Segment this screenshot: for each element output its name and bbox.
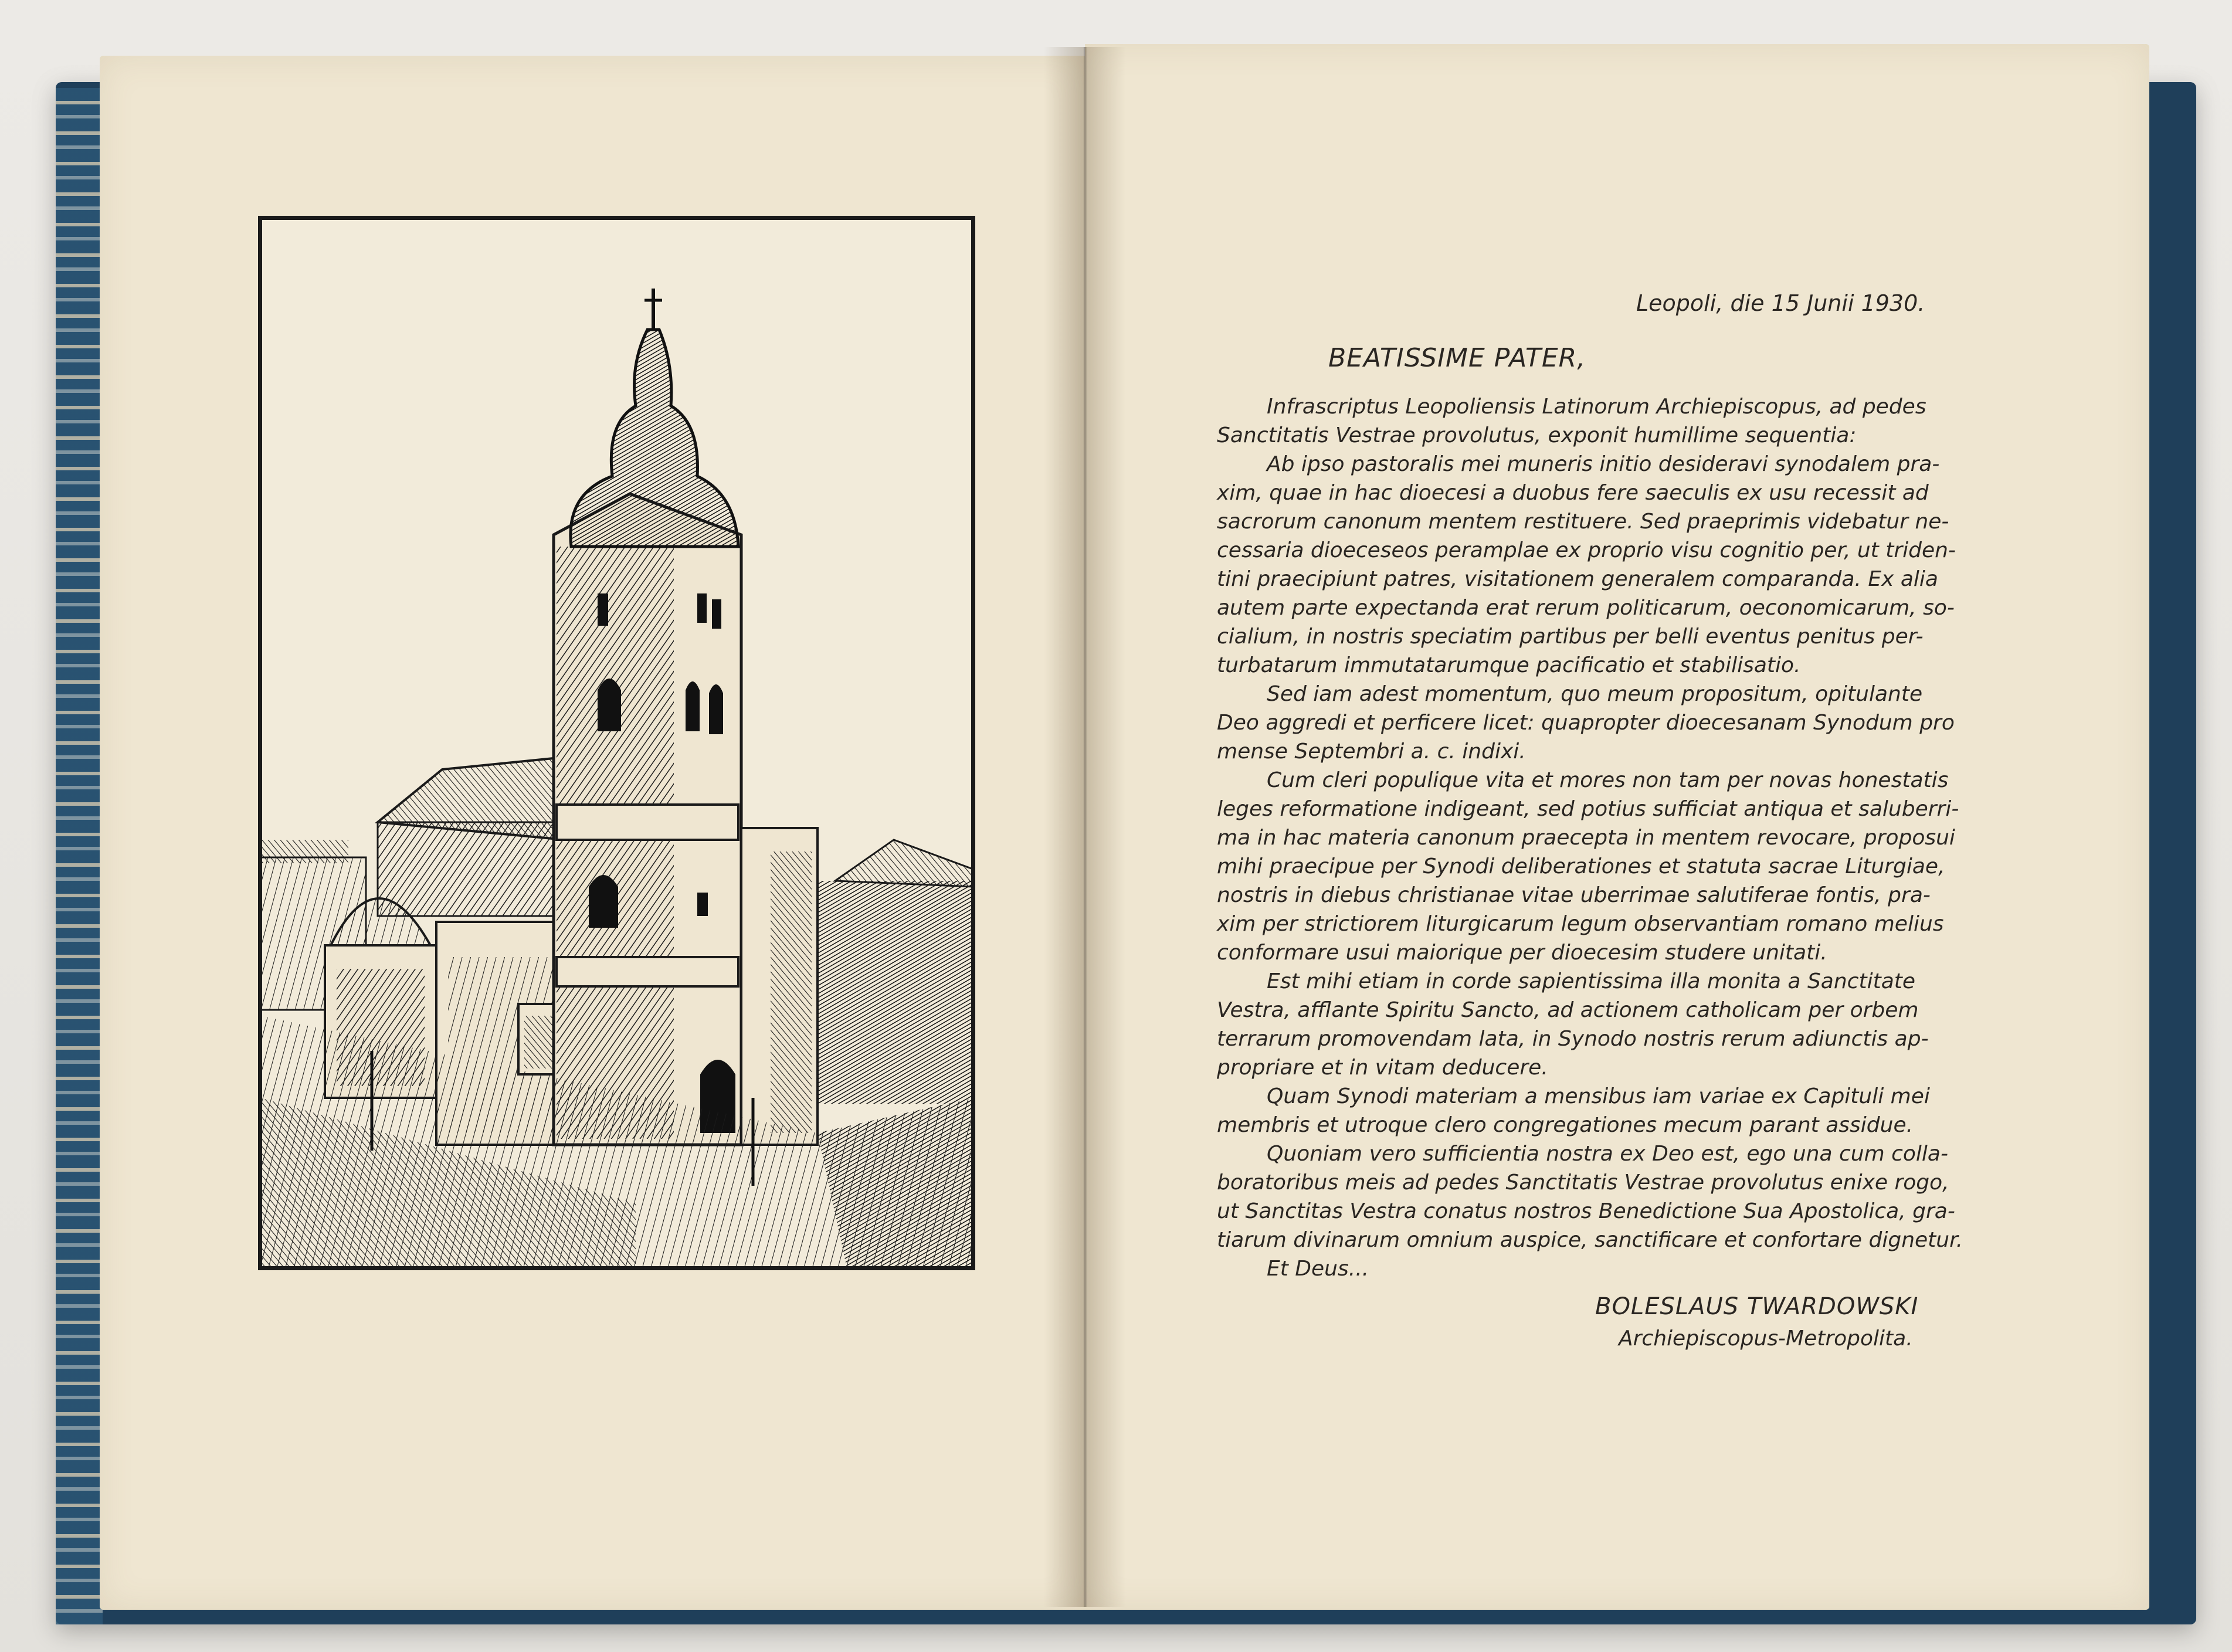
letter-line: mihi praecipue per Synodi deliberationes et statuta sacrae Liturgiae, (1217, 854, 1945, 878)
letter-line: xim, quae in hac dioecesi a duobus fere saeculis ex usu recessit ad (1217, 481, 1929, 505)
letter-line: mense Septembri a. c. indixi. (1217, 740, 1526, 764)
cathedral-engraving-drawing (260, 218, 973, 1268)
signature-name: BOLESLAUS TWARDOWSKI (1595, 1293, 1919, 1320)
signature-title: Archiepiscopus-Metropolita. (1619, 1327, 1913, 1351)
letter-line: tiarum divinarum omnium auspice, sanctificare et confortare dignetur. (1217, 1228, 1963, 1252)
letter-salutation: BEATISSIME PATER, (1328, 343, 1586, 373)
letter-line: Cum cleri populique vita et mores non tam per novas honestatis (1267, 768, 1949, 792)
letter-line: Est mihi etiam in corde sapientissima illa monita a Sanctitate (1267, 969, 1916, 993)
letter-line: membris et utroque clero congregationes mecum parant assidue. (1217, 1113, 1914, 1137)
letter-line: Sanctitatis Vestrae provolutus, exponit humillime sequentia: (1217, 423, 1857, 447)
letter-line: boratoribus meis ad pedes Sanctitatis Vestrae provolutus enixe rogo, (1217, 1171, 1949, 1195)
letter-line: cessaria dioeceseos peramplae ex proprio visu cognitio per, ut triden- (1217, 538, 1956, 562)
letter-line: sacrorum canonum mentem restituere. Sed praeprimis videbatur ne- (1217, 510, 1949, 534)
letter-line: ma in hac materia canonum praecepta in mentem revocare, proposui (1217, 826, 1955, 850)
letter-line: nostris in diebus christianae vitae uberrimae salutiferae fontis, pra- (1217, 883, 1931, 907)
letter-line: Et Deus... (1267, 1257, 1369, 1281)
letter-line: Infrascriptus Leopoliensis Latinorum Archiepiscopus, ad pedes (1267, 395, 1926, 419)
letter-line: propriare et in vitam deducere. (1217, 1056, 1548, 1080)
letter-line: Ab ipso pastoralis mei muneris initio desideravi synodalem pra- (1267, 452, 1940, 476)
letter-line: ut Sanctitas Vestra conatus nostros Benedictione Sua Apostolica, gra- (1217, 1199, 1955, 1223)
letter-line: cialium, in nostris speciatim partibus per belli eventus penitus per- (1217, 625, 1924, 649)
letter-line: Deo aggredi et perficere licet: quapropter dioecesanam Synodum pro (1217, 711, 1955, 735)
letter-line: Vestra, afflante Spiritu Sancto, ad actionem catholicam per orbem (1217, 998, 1919, 1022)
letter-line: Sed iam adest momentum, quo meum propositum, opitulante (1267, 682, 1923, 706)
book-gutter-shadow (1044, 47, 1126, 1607)
letter-line: Quam Synodi materiam a mensibus iam variae ex Capituli mei (1267, 1084, 1930, 1108)
letter-dateline: Leopoli, die 15 Junii 1930. (1636, 290, 1925, 316)
letter-line: leges reformatione indigeant, sed potius sufficiat antiqua et saluberri- (1217, 797, 1959, 821)
letter-line: autem parte expectanda erat rerum politicarum, oeconomicarum, so- (1217, 596, 1955, 620)
cathedral-engraving (258, 216, 975, 1270)
letter-line: conformare usui maiorique per dioecesim studere unitati. (1217, 941, 1827, 965)
letter-line: xim per strictiorem liturgicarum legum observantiam romano melius (1217, 912, 1944, 936)
letter-line: terrarum promovendam lata, in Synodo nostris rerum adiunctis ap- (1217, 1027, 1929, 1051)
letter-line: tini praecipiunt patres, visitationem generalem comparanda. Ex alia (1217, 567, 1938, 591)
book-spine-edge (56, 88, 103, 1624)
letter-line: turbatarum immutatarumque pacificatio et stabilisatio. (1217, 653, 1801, 677)
letter-line: Quoniam vero sufficientia nostra ex Deo est, ego una cum colla- (1267, 1142, 1948, 1166)
